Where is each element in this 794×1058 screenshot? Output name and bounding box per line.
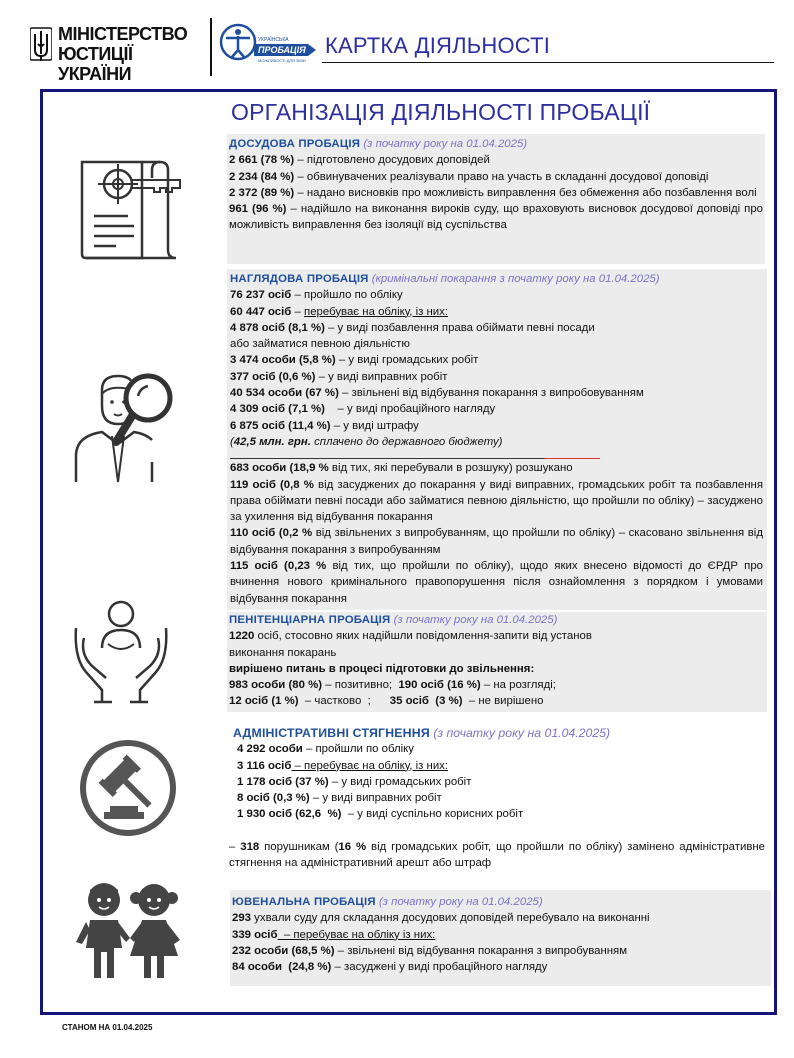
supervisory-line-4: 3 474 особи (5,8 %) – у виді громадських робіт xyxy=(230,354,479,367)
as-of-date: СТАНОМ НА 01.04.2025 xyxy=(62,1023,153,1032)
supervisory-title: НАГЛЯДОВА ПРОБАЦІЯ xyxy=(230,273,369,285)
penitentiary-section xyxy=(227,612,767,712)
supervisory-line-5: 377 осіб (0,6 %) – у виді виправних робіт xyxy=(230,370,448,383)
supervisory-line-8: 6 875 осіб (11,4 %) – у виді штрафу xyxy=(230,419,419,432)
pretrial-line-3: 2 372 (89 %) – надано висновків про можливість виправлення без обмеження або позбавлення волі xyxy=(229,186,757,199)
header-divider xyxy=(210,18,212,76)
penitentiary-line-2: вирішено питань в процесі підготовки до звільнення: xyxy=(229,662,535,675)
header-underline xyxy=(322,62,774,63)
logo-bottom-text: МОЖЛИВОСТІ ДЛЯ ЗМІН xyxy=(258,58,306,63)
administrative-line-2: 3 116 осіб – перебуває на обліку, із них: xyxy=(237,759,449,772)
penitentiary-line-1: 1220 осіб, стосовно яких надійшли повідомлення-запити від установ xyxy=(229,630,592,643)
pretrial-header xyxy=(229,136,763,152)
penitentiary-line-1b: виконання покарань xyxy=(229,646,337,659)
ministry-name: МІНІСТЕРСТВО ЮСТИЦІЇ УКРАЇНИ xyxy=(58,24,188,84)
supervisory-line-1: 76 237 осіб – пройшло по обліку xyxy=(230,289,403,302)
supervisory-line-3b: або займатися певною діяльністю xyxy=(230,338,410,351)
juvenile-line-4: 84 особи (24,8 %) – засуджені у виді пробаційного нагляду xyxy=(232,961,548,974)
penitentiary-title: ПЕНІТЕНЦІАРНА ПРОБАЦІЯ xyxy=(229,614,391,626)
penitentiary-subtitle: (з початку року на 01.04.2025) xyxy=(393,614,558,626)
supervisory-line-11: 119 осіб (0,8 % від засуджених до покарання у виді виправних, громадських робіт та позбавлення права обіймати певні посади або займатися певною діяльністю, що пройшли по обліку) – засуджено за ухилення від відбування покарання xyxy=(230,478,763,524)
person-in-hands-icon xyxy=(72,598,170,706)
supervisory-line-6: 40 534 особи (67 %) – звільнені від відбування покарання з випробовуванням xyxy=(230,387,644,400)
juvenile-line-3: 232 особи (68,5 %) – звільнені від відбування покарання з випробуванням xyxy=(232,944,628,957)
supervisory-line-9: (42,5 млн. грн. сплачено до державного бюджету) xyxy=(230,435,503,448)
juvenile-line-2: 339 осіб – перебуває на обліку із них: xyxy=(232,928,436,941)
children-icon xyxy=(72,880,188,980)
inspector-magnifier-icon xyxy=(72,372,184,484)
juvenile-header xyxy=(232,894,769,910)
juvenile-section xyxy=(230,890,771,986)
juvenile-subtitle: (з початку року на 01.04.2025) xyxy=(378,896,543,908)
pretrial-line-2: 2 234 (84 %) – обвинувачених реалізували право на участь в складанні досудової доповіді xyxy=(229,170,709,183)
supervisory-line-12: 110 осіб (0,2 % від звільнених з випробуванням, що пройшли по обліку) – скасовано звільнення від відбування покарання з випробуванням xyxy=(230,527,763,556)
supervisory-header xyxy=(230,271,763,287)
supervisory-section xyxy=(227,269,767,610)
pretrial-section xyxy=(227,134,765,264)
administrative-title: АДМІНІСТРАТИВНІ СТЯГНЕННЯ xyxy=(233,726,430,740)
supervisory-subtitle: (кримінальні покарання з початку року на 01.04.2025) xyxy=(371,273,660,285)
administrative-line-4: 8 осіб (0,3 %) – у виді виправних робіт xyxy=(237,792,442,805)
pretrial-subtitle: (з початку року на 01.04.2025) xyxy=(363,138,528,150)
supervisory-line-2: 60 447 осіб – перебуває на обліку, із них: xyxy=(230,305,449,318)
juvenile-line-1: 293 ухвали суду для складання досудових доповідей перебувало на виконанні xyxy=(232,912,650,925)
probation-logo xyxy=(218,20,318,66)
juvenile-title: ЮВЕНАЛЬНА ПРОБАЦІЯ xyxy=(232,896,376,908)
administrative-line-1: 4 292 особи – пройшли по обліку xyxy=(237,743,414,756)
pretrial-title: ДОСУДОВА ПРОБАЦІЯ xyxy=(229,138,361,150)
gavel-icon xyxy=(78,738,178,838)
document-key-icon xyxy=(72,150,190,262)
tryzub-icon xyxy=(30,26,52,64)
supervisory-line-13: 115 осіб (0,23 % від тих, що пройшли по обліку), щодо яких внесено відомості до ЄРДР про вчинення нового кримінального правопорушення після ознайомлення з порядком і умовами відбування покарання xyxy=(230,560,763,605)
supervisory-line-7: 4 309 осіб (7,1 %) – у виді пробаційного нагляду xyxy=(230,403,496,416)
pretrial-line-1: 2 661 (78 %) – підготовлено досудових доповідей xyxy=(229,154,490,167)
pretrial-line-4: 961 (96 %) – надійшло на виконання вироків суду, що враховують висновок досудової доповіді про можливість виправлення без ізоляції від суспільства xyxy=(229,203,763,232)
penitentiary-header xyxy=(229,612,765,628)
administrative-line-5: 1 930 осіб (62,6 %) – у виді суспільно корисних робіт xyxy=(237,808,524,821)
card-title: КАРТКА ДІЯЛЬНОСТІ xyxy=(325,33,551,58)
supervisory-line-3: 4 878 осіб (8,1 %) – у виді позбавлення права обіймати певні посади xyxy=(230,321,595,334)
administrative-line-3: 1 178 осіб (37 %) – у виді громадських робіт xyxy=(237,775,472,788)
administrative-section xyxy=(231,725,767,877)
logo-top-text: УКРАЇНСЬКА xyxy=(258,37,289,43)
logo-main-text: ПРОБАЦІЯ xyxy=(258,45,306,55)
supervisory-line-10: 683 особи (18,9 % від тих, які перебували в розшуку) розшукано xyxy=(230,462,573,475)
administrative-subtitle: (з початку року на 01.04.2025) xyxy=(433,726,611,740)
administrative-header xyxy=(233,725,765,741)
penitentiary-line-4: 12 осіб (1 %) – частково ; 35 осіб (3 %) – не вирішено xyxy=(229,695,544,708)
administrative-line-6: – 318 порушникам (16 % від громадських робіт, що пройшли по обліку) замінено адміністративне стягнення на адміністративний арешт або штраф xyxy=(229,840,765,870)
penitentiary-line-3: 983 особи (80 %) – позитивно; 190 осіб (16 %) – на розгляді; xyxy=(229,679,556,692)
main-title: ОРГАНІЗАЦІЯ ДІЯЛЬНОСТІ ПРОБАЦІЇ xyxy=(231,99,651,125)
supervisory-divider xyxy=(230,450,763,460)
